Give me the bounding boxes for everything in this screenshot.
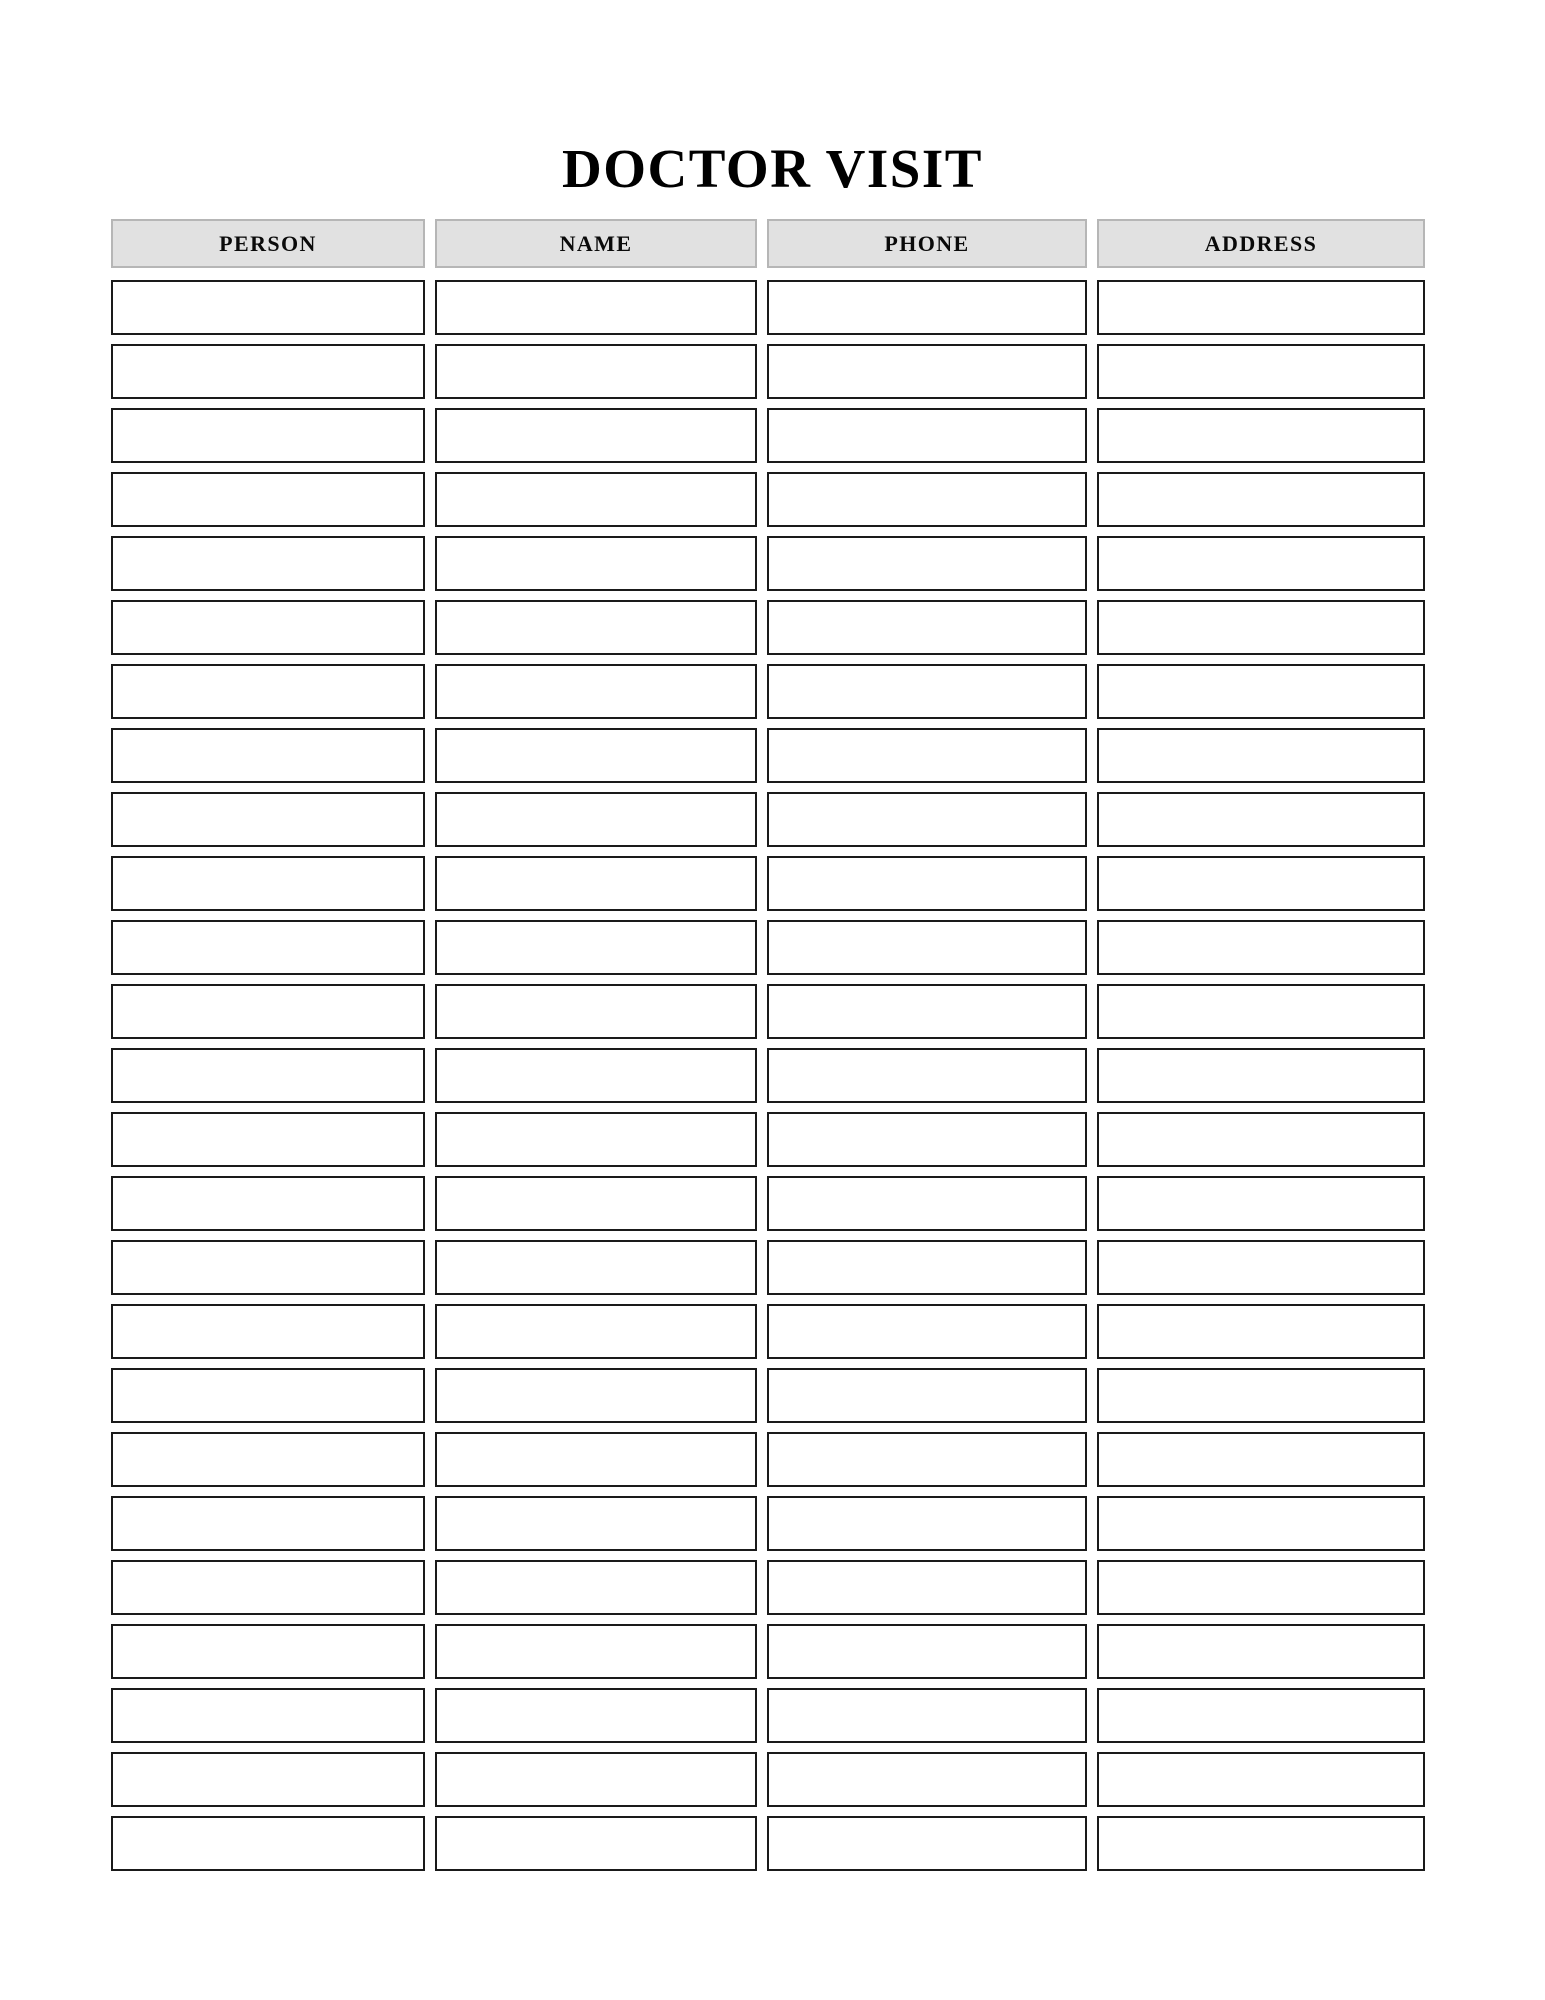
cell-person[interactable] <box>111 536 425 591</box>
cell-phone[interactable] <box>767 536 1087 591</box>
cell-person[interactable] <box>111 280 425 335</box>
cell-person[interactable] <box>111 792 425 847</box>
cell-person[interactable] <box>111 1560 425 1615</box>
table-row <box>111 1816 1425 1871</box>
table-row <box>111 1496 1425 1551</box>
cell-address[interactable] <box>1097 408 1425 463</box>
cell-address[interactable] <box>1097 344 1425 399</box>
table-row <box>111 728 1425 783</box>
table-row <box>111 1368 1425 1423</box>
cell-address[interactable] <box>1097 1176 1425 1231</box>
cell-name[interactable] <box>435 280 757 335</box>
cell-phone[interactable] <box>767 856 1087 911</box>
cell-address[interactable] <box>1097 472 1425 527</box>
cell-phone[interactable] <box>767 1816 1087 1871</box>
table-row <box>111 600 1425 655</box>
cell-person[interactable] <box>111 1496 425 1551</box>
cell-phone[interactable] <box>767 920 1087 975</box>
cell-name[interactable] <box>435 344 757 399</box>
table-row <box>111 1688 1425 1743</box>
cell-name[interactable] <box>435 1240 757 1295</box>
column-header-address: ADDRESS <box>1097 219 1425 268</box>
cell-person[interactable] <box>111 1752 425 1807</box>
cell-name[interactable] <box>435 1368 757 1423</box>
cell-name[interactable] <box>435 1112 757 1167</box>
cell-address[interactable] <box>1097 920 1425 975</box>
cell-name[interactable] <box>435 1752 757 1807</box>
cell-person[interactable] <box>111 856 425 911</box>
cell-person[interactable] <box>111 472 425 527</box>
cell-name[interactable] <box>435 792 757 847</box>
cell-address[interactable] <box>1097 536 1425 591</box>
cell-address[interactable] <box>1097 1432 1425 1487</box>
table-row <box>111 1624 1425 1679</box>
cell-address[interactable] <box>1097 1624 1425 1679</box>
table-row <box>111 1176 1425 1231</box>
cell-address[interactable] <box>1097 1560 1425 1615</box>
table-row <box>111 856 1425 911</box>
table-row <box>111 1560 1425 1615</box>
cell-address[interactable] <box>1097 1496 1425 1551</box>
cell-phone[interactable] <box>767 408 1087 463</box>
cell-phone[interactable] <box>767 1240 1087 1295</box>
cell-person[interactable] <box>111 344 425 399</box>
cell-phone[interactable] <box>767 1624 1087 1679</box>
cell-name[interactable] <box>435 1688 757 1743</box>
cell-phone[interactable] <box>767 1048 1087 1103</box>
cell-phone[interactable] <box>767 1560 1087 1615</box>
cell-phone[interactable] <box>767 792 1087 847</box>
cell-address[interactable] <box>1097 1752 1425 1807</box>
column-header-name: NAME <box>435 219 757 268</box>
table-row <box>111 1304 1425 1359</box>
table-row <box>111 408 1425 463</box>
cell-phone[interactable] <box>767 1304 1087 1359</box>
cell-person[interactable] <box>111 728 425 783</box>
cell-name[interactable] <box>435 536 757 591</box>
cell-name[interactable] <box>435 1176 757 1231</box>
cell-phone[interactable] <box>767 472 1087 527</box>
cell-name[interactable] <box>435 408 757 463</box>
cell-person[interactable] <box>111 600 425 655</box>
cell-phone[interactable] <box>767 600 1087 655</box>
cell-phone[interactable] <box>767 344 1087 399</box>
cell-name[interactable] <box>435 472 757 527</box>
table-header-row <box>111 219 1425 268</box>
cell-name[interactable] <box>435 1432 757 1487</box>
cell-phone[interactable] <box>767 1176 1087 1231</box>
table-row <box>111 536 1425 591</box>
cell-address[interactable] <box>1097 792 1425 847</box>
cell-name[interactable] <box>435 856 757 911</box>
cell-address[interactable] <box>1097 1240 1425 1295</box>
cell-person[interactable] <box>111 1048 425 1103</box>
cell-name[interactable] <box>435 1048 757 1103</box>
cell-name[interactable] <box>435 1560 757 1615</box>
cell-phone[interactable] <box>767 1368 1087 1423</box>
cell-phone[interactable] <box>767 280 1087 335</box>
cell-phone[interactable] <box>767 1112 1087 1167</box>
cell-address[interactable] <box>1097 1368 1425 1423</box>
cell-address[interactable] <box>1097 1048 1425 1103</box>
table-row <box>111 1112 1425 1167</box>
table-row <box>111 344 1425 399</box>
cell-phone[interactable] <box>767 1752 1087 1807</box>
cell-person[interactable] <box>111 1176 425 1231</box>
cell-phone[interactable] <box>767 728 1087 783</box>
table-row <box>111 1048 1425 1103</box>
cell-address[interactable] <box>1097 856 1425 911</box>
cell-name[interactable] <box>435 600 757 655</box>
cell-person[interactable] <box>111 408 425 463</box>
cell-phone[interactable] <box>767 1496 1087 1551</box>
table-row <box>111 280 1425 335</box>
cell-name[interactable] <box>435 920 757 975</box>
cell-address[interactable] <box>1097 1688 1425 1743</box>
cell-phone[interactable] <box>767 1432 1087 1487</box>
cell-person[interactable] <box>111 920 425 975</box>
cell-name[interactable] <box>435 1304 757 1359</box>
cell-person[interactable] <box>111 1304 425 1359</box>
cell-address[interactable] <box>1097 1112 1425 1167</box>
table-row <box>111 472 1425 527</box>
doctor-visit-table <box>111 219 1425 1880</box>
table-row <box>111 1432 1425 1487</box>
cell-address[interactable] <box>1097 1304 1425 1359</box>
table-row <box>111 920 1425 975</box>
cell-phone[interactable] <box>767 1688 1087 1743</box>
cell-person[interactable] <box>111 1432 425 1487</box>
cell-person[interactable] <box>111 1112 425 1167</box>
table-row <box>111 664 1425 719</box>
cell-person[interactable] <box>111 1624 425 1679</box>
cell-name[interactable] <box>435 728 757 783</box>
page-title: DOCTOR VISIT <box>562 137 983 199</box>
cell-name[interactable] <box>435 1496 757 1551</box>
cell-name[interactable] <box>435 664 757 719</box>
cell-person[interactable] <box>111 984 425 1039</box>
cell-name[interactable] <box>435 1624 757 1679</box>
table-row <box>111 984 1425 1039</box>
cell-name[interactable] <box>435 1816 757 1871</box>
cell-address[interactable] <box>1097 600 1425 655</box>
cell-phone[interactable] <box>767 664 1087 719</box>
column-header-phone: PHONE <box>767 219 1087 268</box>
cell-address[interactable] <box>1097 664 1425 719</box>
table-body <box>111 280 1425 1871</box>
column-header-person: PERSON <box>111 219 425 268</box>
cell-person[interactable] <box>111 1368 425 1423</box>
cell-person[interactable] <box>111 1688 425 1743</box>
cell-person[interactable] <box>111 664 425 719</box>
cell-person[interactable] <box>111 1816 425 1871</box>
cell-address[interactable] <box>1097 1816 1425 1871</box>
cell-name[interactable] <box>435 984 757 1039</box>
table-row <box>111 792 1425 847</box>
table-row <box>111 1240 1425 1295</box>
cell-address[interactable] <box>1097 984 1425 1039</box>
cell-address[interactable] <box>1097 280 1425 335</box>
cell-address[interactable] <box>1097 728 1425 783</box>
cell-person[interactable] <box>111 1240 425 1295</box>
cell-phone[interactable] <box>767 984 1087 1039</box>
table-row <box>111 1752 1425 1807</box>
